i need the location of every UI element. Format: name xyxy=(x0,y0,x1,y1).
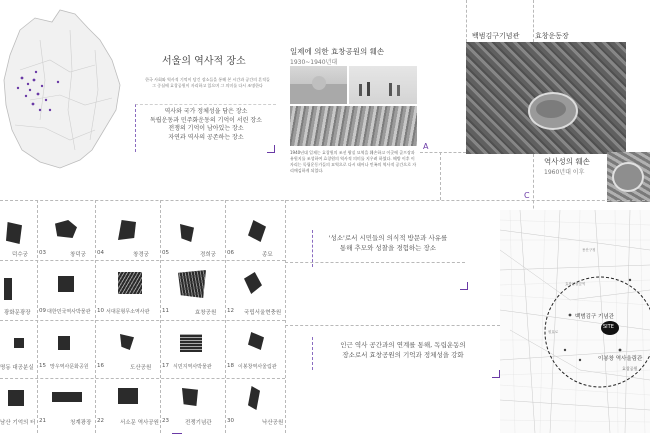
place-label: 전쟁기념관 xyxy=(185,420,212,426)
place-num: 06 xyxy=(227,250,234,256)
intro-box xyxy=(135,104,276,152)
place-num: 17 xyxy=(162,363,169,369)
place-label: 국립서울현충원 xyxy=(244,310,282,316)
place-num: 16 xyxy=(97,363,104,369)
intro-box-line3: 전쟁의 기억이 남아있는 장소 xyxy=(168,125,244,132)
map-baekbeom-label: 백범김구 기념관 xyxy=(575,314,614,320)
place-label: 도산공원 xyxy=(130,365,152,371)
place-label: 서소문 역사공원 xyxy=(120,420,159,426)
grid-line xyxy=(37,200,38,433)
place-num: 11 xyxy=(162,308,169,314)
place-label: 경희궁 xyxy=(200,252,216,258)
stadium-photo-1960 xyxy=(607,152,650,202)
place-num: 15 xyxy=(39,363,46,369)
japan-photo-golf xyxy=(290,66,347,104)
place-num: 09 xyxy=(39,308,46,314)
guide-line xyxy=(285,200,286,433)
place-label: 서대문형무소역사관 xyxy=(106,309,150,315)
places-grid xyxy=(0,200,285,433)
intro-box-corner xyxy=(267,145,275,153)
japan-title: 일제에 의한 효창공원의 훼손 xyxy=(290,47,385,56)
place-label: 대한민국역사박물관 xyxy=(47,309,91,315)
place-label: 청계광장 xyxy=(70,420,92,426)
place-plan-icon xyxy=(248,332,264,350)
place-plan-icon xyxy=(58,276,74,292)
stadium-label: 효창운동장 xyxy=(535,32,569,40)
place-plan-icon xyxy=(118,272,142,294)
place-plan-icon xyxy=(180,224,194,242)
link-line1: 인근 역사 공간과의 연계를 통해, 독립운동의 xyxy=(340,341,466,349)
place-plan-icon xyxy=(4,278,12,300)
sacred-box xyxy=(312,230,463,267)
place-plan-icon xyxy=(55,220,77,238)
place-label: 명동 대공분실 xyxy=(0,365,34,371)
intro-box-line2: 독립운동과 민주화운동의 기억이 서린 장소 xyxy=(150,116,262,124)
place-plan-icon xyxy=(248,386,260,410)
place-label: 종묘 xyxy=(262,252,273,258)
place-num: 21 xyxy=(39,418,46,424)
place-plan-icon xyxy=(52,392,82,402)
guide-line xyxy=(533,0,534,42)
history-damage-period: 1960년대 이후 xyxy=(544,169,585,176)
intro-box-line1: 역사와 국가 정체성을 담은 장소 xyxy=(164,108,248,115)
link-line2: 장소로서 효창공원의 기억과 정체성을 강화 xyxy=(342,351,464,359)
site-context-map xyxy=(500,210,650,433)
place-num: 03 xyxy=(39,250,46,256)
map-park-label: 효창공원 xyxy=(622,366,638,371)
place-plan-icon xyxy=(118,388,138,404)
seoul-district-map xyxy=(0,0,130,195)
grid-line xyxy=(225,200,226,433)
intro-desc-line2: 그 중심에 효창공원이 자리하고 있으며 그 의미를 다시 조명한다 xyxy=(152,83,263,88)
place-num: 12 xyxy=(227,308,234,314)
intro-desc-line1: 한국 사회와 역사적 기억이 담긴 장소들을 통해 본 시간과 공간의 흔적들 xyxy=(145,77,270,82)
marker-a: A xyxy=(423,142,429,151)
map-small-label-1: 효창공원앞역 xyxy=(565,282,586,286)
marker-c: C xyxy=(524,191,530,200)
place-num: 04 xyxy=(97,250,104,256)
place-plan-icon xyxy=(8,390,24,406)
japan-period: 1930~1940년대 xyxy=(290,59,338,66)
intro-box-line4: 자연과 역사의 공존하는 장소 xyxy=(168,133,244,141)
grid-line xyxy=(0,260,285,261)
place-label: 덕수궁 xyxy=(12,252,28,258)
place-plan-icon xyxy=(180,334,202,352)
place-label: 창경궁 xyxy=(133,252,149,258)
place-num: 10 xyxy=(97,308,104,314)
place-label: 광화문광장 xyxy=(4,310,31,316)
place-label: 효창공원 xyxy=(195,310,217,316)
japan-paragraph: 1940년대 일제는 효창원의 조선 왕실 묘역을 훼손하고 이곳에 골프장과 유원지를 조성하여 효창원의 역사적 의미를 지우려 하였다. 해방 이후 이 자리는 독립운동가들의 묘역으로 다시 태어나 민족의 역사적 공간으로 자리매김하게 되었다. xyxy=(290,150,417,173)
grid-line xyxy=(0,320,285,321)
grid-line xyxy=(160,200,161,433)
link-box-corner xyxy=(492,370,500,378)
sacred-line1: '성소'로서 시민들의 의식적 방문과 사유를 xyxy=(328,234,448,242)
place-plan-icon xyxy=(182,388,198,406)
place-label: 이봉창역사울림관 xyxy=(238,364,277,370)
place-num: 22 xyxy=(97,418,104,424)
guide-line xyxy=(285,325,500,326)
place-plan-icon xyxy=(178,270,206,298)
place-label: 창덕궁 xyxy=(70,252,86,258)
place-label: 남산 기억의 터 xyxy=(0,420,36,426)
place-num: 05 xyxy=(162,250,169,256)
intro-desc xyxy=(140,77,275,89)
map-small-label-2: 원효로 xyxy=(548,330,559,334)
history-damage-title: 역사성의 훼손 xyxy=(544,157,590,166)
sacred-box-corner xyxy=(460,282,468,290)
place-plan-icon xyxy=(14,338,24,348)
map-small-label-3: 용산구청 xyxy=(582,248,596,252)
place-plan-icon xyxy=(244,272,262,294)
intro-title: 서울의 역사적 장소 xyxy=(162,56,246,67)
link-box xyxy=(312,337,493,370)
guide-line xyxy=(466,0,467,42)
place-num: 18 xyxy=(227,363,234,369)
place-label: 망우역사문화공원 xyxy=(50,364,89,370)
place-plan-icon xyxy=(6,222,22,244)
map-site-label: SITE xyxy=(603,324,614,330)
place-plan-icon xyxy=(118,220,136,240)
japan-photo-aerial xyxy=(290,106,417,146)
map-ibongchang-label: 이봉창 역사울림관 xyxy=(598,356,643,362)
japan-photo-people xyxy=(349,66,417,104)
place-plan-icon xyxy=(58,336,70,350)
guide-line xyxy=(420,152,466,153)
place-num: 30 xyxy=(227,418,234,424)
aerial-photo-park xyxy=(466,42,626,154)
place-plan-icon xyxy=(248,220,266,242)
sacred-line2: 통해 추모와 성찰을 경험하는 장소 xyxy=(339,244,437,252)
baekbeom-label: 백범김구기념관 xyxy=(472,32,520,40)
place-label: 식민지역사박물관 xyxy=(173,364,212,370)
grid-line xyxy=(95,200,96,433)
place-plan-icon xyxy=(120,334,134,350)
grid-line xyxy=(0,378,285,379)
place-num: 23 xyxy=(162,418,169,424)
guide-line xyxy=(440,152,441,200)
place-label: 낙산공원 xyxy=(262,420,284,426)
